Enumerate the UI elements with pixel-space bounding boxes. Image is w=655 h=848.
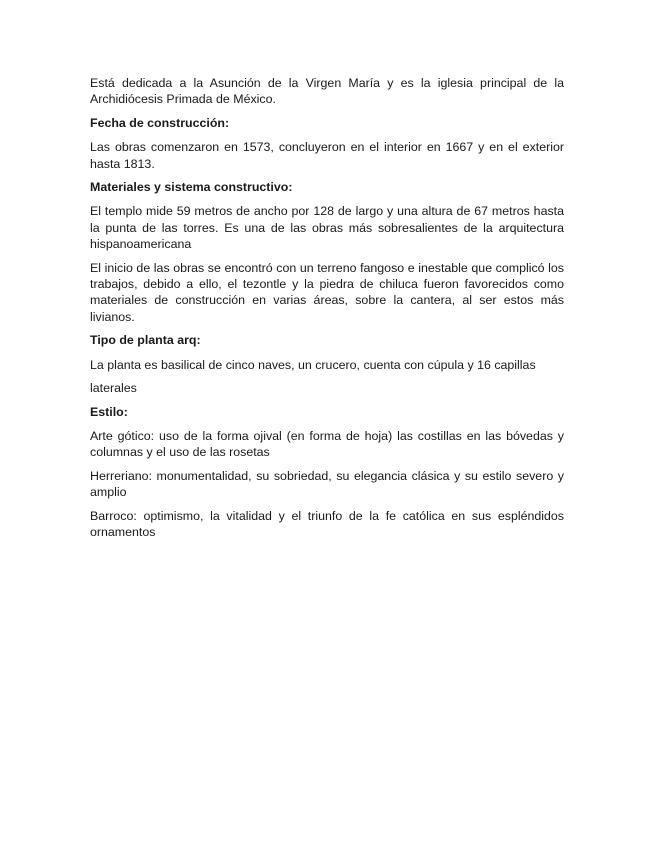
heading-materials: Materiales y sistema constructivo: [90,180,293,195]
paragraph-dedication: Está dedicada a la Asunción de la Virgen María y es la iglesia principal de la Archidiócesis Primada de México. [90,76,564,107]
paragraph-plan: La planta es basilical de cinco naves, un crucero, cuenta con cúpula y 16 capillas [90,357,536,372]
document-body [90,75,564,547]
paragraph-herreriano: Herreriano: monumentalidad, su sobriedad, su elegancia clásica y su estilo severo y amplio [90,468,564,500]
heading-style: Estilo: [90,404,128,419]
paragraph-baroque: Barroco: optimismo, la vitalidad y el triunfo de la fe católica en sus espléndidos ornamentos [90,508,564,539]
paragraph-dimensions: El templo mide 59 metros de ancho por 128 de largo y una altura de 67 metros hasta la punta de las torres. Es una de las obras más sobresalientes de la arquitectura hispanoamericana [90,204,564,252]
heading-construction-date: Fecha de construcción: [90,115,230,130]
paragraph-terrain: El inicio de las obras se encontró con un terreno fangoso e inestable que complicó los trabajos, debido a ello, el tezontle y la piedra de chiluca fueron favorecidos como materiales de construcción en varias áreas, sobre la cantera, al ser estos más livianos. [90,260,564,324]
heading-plan-type: Tipo de planta arq: [90,333,201,348]
paragraph-construction-dates: Las obras comenzaron en 1573, concluyeron en el interior en 1667 y en el exterior hasta 1813. [90,140,564,171]
paragraph-plan-continued: laterales [90,381,137,396]
paragraph-gothic: Arte gótico: uso de la forma ojival (en forma de hoja) las costillas en las bóvedas y columnas y el uso de las rosetas [90,428,564,460]
